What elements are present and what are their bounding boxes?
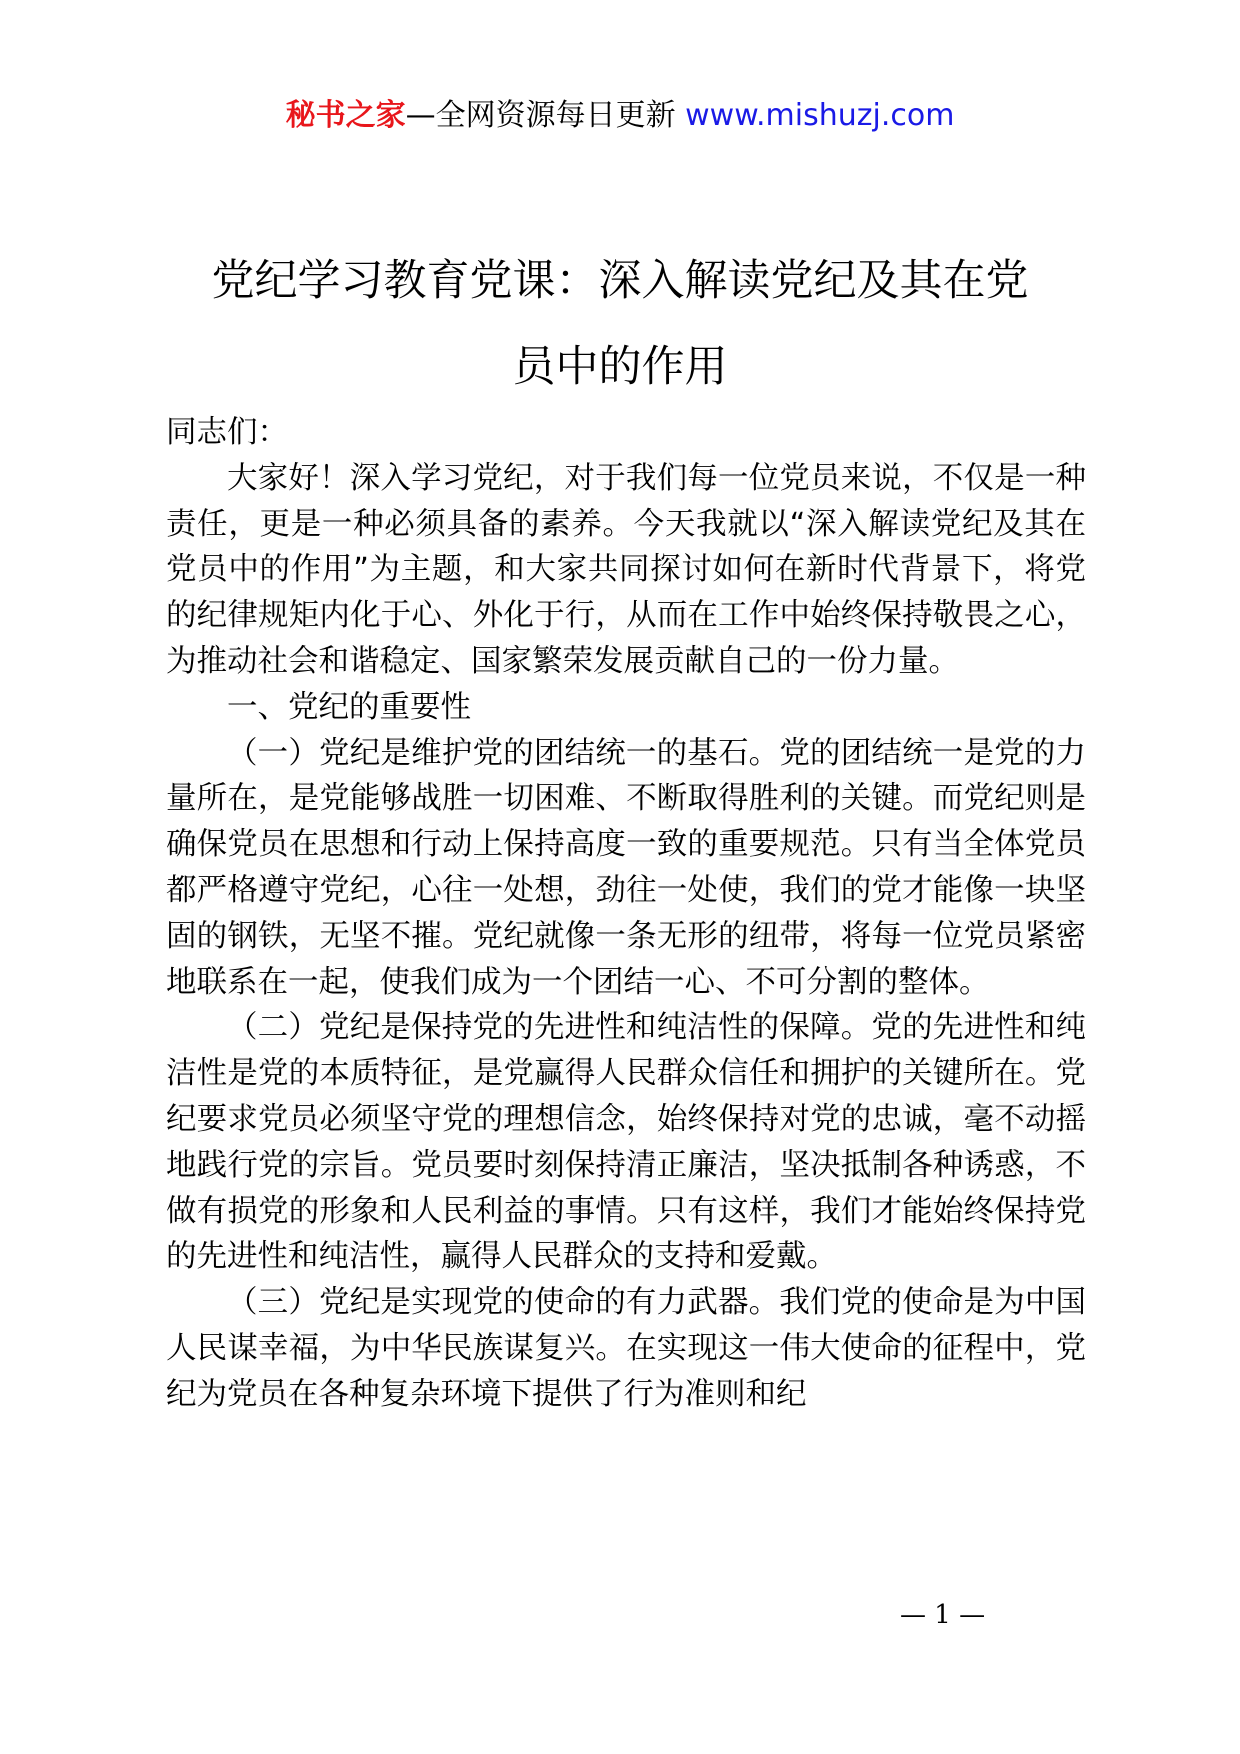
document-title-line-2: 员中的作用	[512, 342, 728, 392]
document-title	[150, 238, 1090, 410]
paragraph-point-3: （三）党纪是实现党的使命的有力武器。我们党的使命是为中国人民谋幸福，为中华民族谋复兴。在实现这一伟大使命的征程中，党纪为党员在各种复杂环境下提供了行为准则和纪	[166, 1285, 1086, 1412]
site-tagline: —全网资源每日更新	[405, 98, 686, 133]
page-number: — 1 —	[900, 1600, 986, 1630]
section-heading: 一、党纪的重要性	[227, 689, 471, 725]
site-brand-name: 秘书之家	[285, 98, 406, 133]
document-title-line-1: 党纪学习教育党课：深入解读党纪及其在党	[211, 256, 1029, 306]
site-header-banner	[0, 96, 1240, 136]
salutation: 同志们：	[166, 415, 288, 450]
document-body	[166, 410, 1086, 1418]
paragraph-point-1: （一）党纪是维护党的团结统一的基石。党的团结统一是党的力量所在，是党能够战胜一切困难、不断取得胜利的关键。而党纪则是确保党员在思想和行动上保持高度一致的重要规范。只有当全体党员都严格遵守党纪，心往一处想，劲往一处使，我们的党才能像一块坚固的钢铁，无坚不摧。党纪就像一条无形的纽带，将每一位党员紧密地联系在一起，使我们成为一个团结一心、不可分割的整体。	[166, 735, 1086, 1000]
paragraph-intro: 大家好！深入学习党纪，对于我们每一位党员来说，不仅是一种责任，更是一种必须具备的素养。今天我就以“深入解读党纪及其在党员中的作用”为主题，和大家共同探讨如何在新时代背景下，将党的纪律规矩内化于心、外化于行，从而在工作中始终保持敬畏之心，为推动社会和谐稳定、国家繁荣发展贡献自己的一份力量。	[166, 460, 1086, 679]
paragraph-point-2: （二）党纪是保持党的先进性和纯洁性的保障。党的先进性和纯洁性是党的本质特征，是党赢得人民群众信任和拥护的关键所在。党纪要求党员必须坚守党的理想信念，始终保持对党的忠诚，毫不动摇地践行党的宗旨。党员要时刻保持清正廉洁，坚决抵制各种诱惑，不做有损党的形象和人民利益的事情。只有这样，我们才能始终保持党的先进性和纯洁性，赢得人民群众的支持和爱戴。	[166, 1010, 1086, 1275]
site-url-link[interactable]: www.mishuzj.com	[685, 98, 955, 133]
